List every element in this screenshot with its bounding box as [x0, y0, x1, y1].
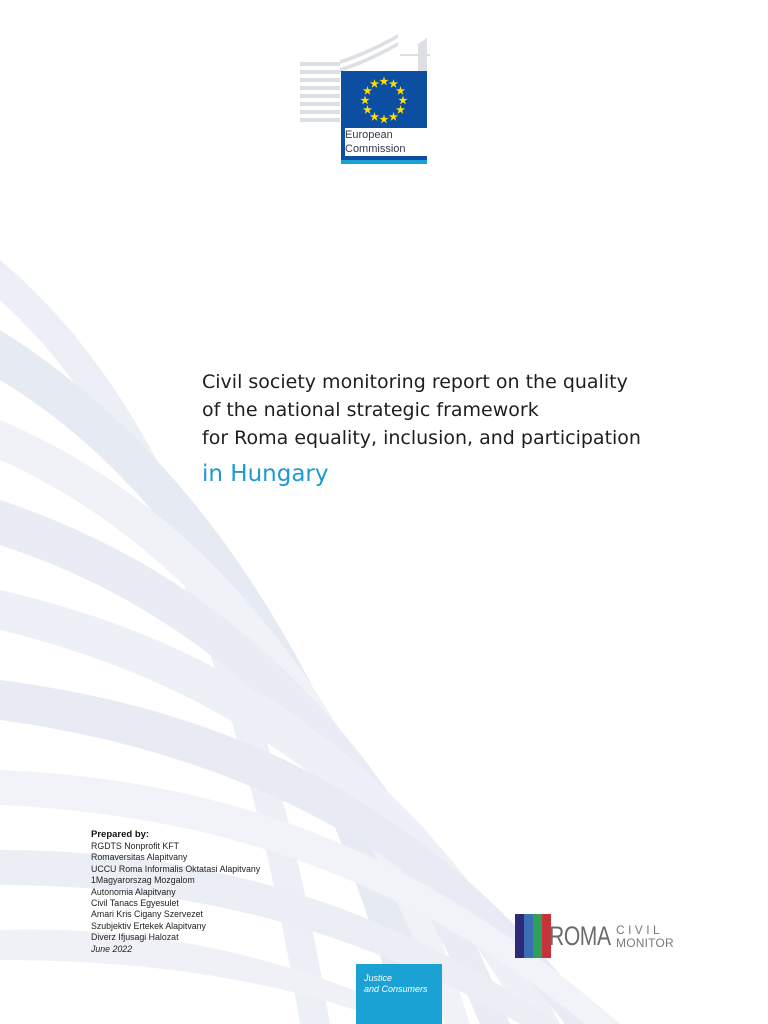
publication-date: June 2022: [91, 943, 133, 954]
list-item: Szubjektiv Ertekek Alapitvany: [91, 920, 206, 931]
rcm-word-monitor: MONITOR: [616, 936, 674, 950]
title-line-1: Civil society monitoring report on the quality: [202, 371, 628, 393]
roma-civil-monitor-logo: [515, 914, 685, 960]
rcm-bar: [515, 914, 524, 958]
rcm-word-roma: ROMA: [549, 921, 611, 951]
prepared-by-label: Prepared by:: [91, 829, 150, 840]
title-line-3: for Roma equality, inclusion, and participation: [202, 427, 641, 449]
rcm-word-civil: CIVIL: [616, 923, 664, 937]
list-item: Romaversitas Alapitvany: [91, 852, 188, 863]
jc-line2: and Consumers: [364, 984, 428, 994]
rcm-bar: [524, 914, 533, 958]
organization-list: [91, 841, 351, 944]
ec-name: [345, 128, 435, 156]
title-country: in Hungary: [202, 461, 329, 487]
rcm-bar: [533, 914, 542, 958]
list-item: Civil Tanacs Egyesulet: [91, 898, 179, 909]
rcm-color-bars-icon: [515, 914, 551, 958]
report-title: [202, 368, 742, 490]
justice-consumers-label: [364, 973, 428, 995]
ec-name-line1: European: [345, 129, 393, 141]
list-item: 1Magyarorszag Mozgalom: [91, 875, 195, 886]
list-item: RGDTS Nonprofit KFT: [91, 841, 179, 851]
prepared-by-section: [91, 829, 351, 955]
justice-consumers-box: [356, 964, 442, 1024]
list-item: Amari Kris Cigany Szervezet: [91, 909, 203, 920]
ec-accent-bar: [341, 160, 427, 164]
title-line-2: of the national strategic framework: [202, 399, 539, 421]
jc-line1: Justice: [364, 973, 393, 983]
list-item: Autonomia Alapitvany: [91, 886, 176, 897]
european-commission-logo: [300, 34, 430, 166]
list-item: Diverz Ifjusagi Halozat: [91, 932, 179, 943]
ec-name-line2: Commission: [345, 143, 406, 155]
list-item: UCCU Roma Informalis Oktatasi Alapitvany: [91, 863, 261, 874]
